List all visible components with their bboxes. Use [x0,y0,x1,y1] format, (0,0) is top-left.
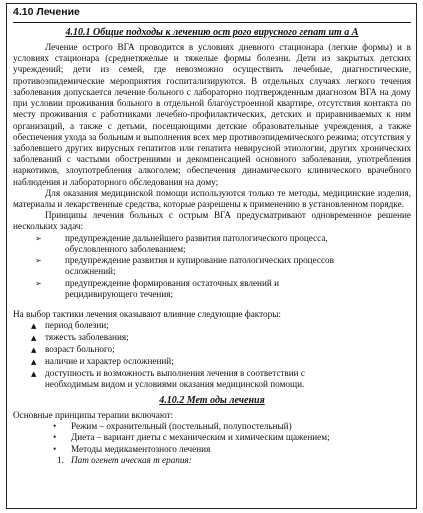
paragraph-principles-intro: Принципы лечения больных с острым ВГА предусматривают одновременное решение нескольких задач: [13,210,411,232]
arrow-bullet-icon: ➢ [35,278,42,288]
list-item [31,344,411,356]
document-page [6,3,417,509]
arrow-bullet-icon: ➢ [35,233,42,243]
paragraph-therapy-principles: Основные принципы терапии включают: [13,409,174,420]
list-item-text: предупреждение формирования остаточных явлений и рецидивирующего течения; [65,277,279,299]
arrow-bullet-icon: ➢ [35,256,42,266]
dot-bullet-icon: • [53,443,57,454]
list-item [35,278,411,300]
list-item-text: возраст больного; [45,344,115,355]
list-item-text: предупреждение развития и купирование патологических процессов осложнений; [65,255,334,277]
dot-bullet-icon: • [53,432,57,443]
dot-bullet-icon: • [53,421,57,432]
subsection-title-general: 4.10.1 Общие подходы к лечению ост рого вирусного гепат ит а А [65,26,359,38]
tasks-list [35,233,411,300]
list-item-text: Диета – вариант диеты с механическим и химическим щажением; [71,432,330,443]
numbered-item [57,455,411,466]
triangle-bullet-icon: ▲ [31,334,37,343]
triangle-bullet-icon: ▲ [31,358,37,367]
triangle-bullet-icon: ▲ [31,346,37,355]
list-item [31,356,411,368]
list-item-text: Режим – охранительный (постельный, полупостельный) [71,421,292,432]
paragraph-methods-allowed: Для оказания медицинской помощи используются только те методы, медицинские изделия, материалы и лекарственные средства, которые разрешены к применению в установленном порядке. [13,187,411,210]
list-item [35,255,411,277]
list-item-text: период болезни; [45,320,109,331]
list-item [31,320,411,332]
principles-list [53,421,411,455]
list-item [53,444,411,455]
triangle-bullet-icon: ▲ [31,322,37,331]
list-item-text: наличие и характер осложнений; [45,356,174,367]
paragraph-factors-intro: На выбор тактики лечения оказывают влияние следующие факторы: [13,309,281,320]
list-item [53,432,411,443]
paragraph-treatment-conditions: Лечение острого ВГА проводится в условиях дневного стационара (легкие формы) и в условиях стационара (среднетяжелые и тяжелые формы болезни. Дети из закрытых детских учреждений; дети из семей, где невозможно осуществить лечебные, диагностические, противоэпидемические мероприятия госпитализируются. В отдельных случаях легкого течения заболевания допускается лечение больного с лабораторно подтвержденным диагнозом ВГА на дому при условии проживания больного в отдельной благоустроенной квартире, отсутствия контакта по месту проживания с работниками лечебно-профилактических, детских и приравниваемых к ним организаций, а также с детьми, посещающими детские образовательные учреждения, а также обеспечения ухода за больным и выполнения всех мер противоэпидемического режима; отсутствия у заболевшего других вирусных гепатитов или гепатита невирусной этиологии, других хронических заболеваний с частыми обострениями и декомпенсацией основного заболевания, употребления наркотиков, злоупотребления алкоголем; обеспечения динамического клинического врачебного наблюдения и лабораторного обследования на дому; [13,41,411,187]
list-item-text: тяжесть заболевания; [45,332,129,343]
factors-list [31,320,411,390]
spacer [13,300,411,309]
section-title: 4.10 Лечение [13,6,411,23]
list-item [31,332,411,344]
list-item-text: Методы медикаментозного лечения [71,443,211,454]
list-item [53,421,411,432]
list-item [31,368,411,390]
item-text: Пат огенет ическая т ерапия: [71,454,192,465]
list-item [35,233,411,255]
list-item-text: предупреждение дальнейшего развития патологического процесса, обусловленного заболеванием; [65,232,328,254]
triangle-bullet-icon: ▲ [31,370,37,379]
subsection-title-methods: 4.10.2 Мет оды лечения [159,394,265,406]
list-item-text: доступность и возможность выполнения лечения в соответствии с необходимым видом и условиями оказания медицинской помощи. [45,368,305,390]
item-number: 1. [57,454,64,465]
